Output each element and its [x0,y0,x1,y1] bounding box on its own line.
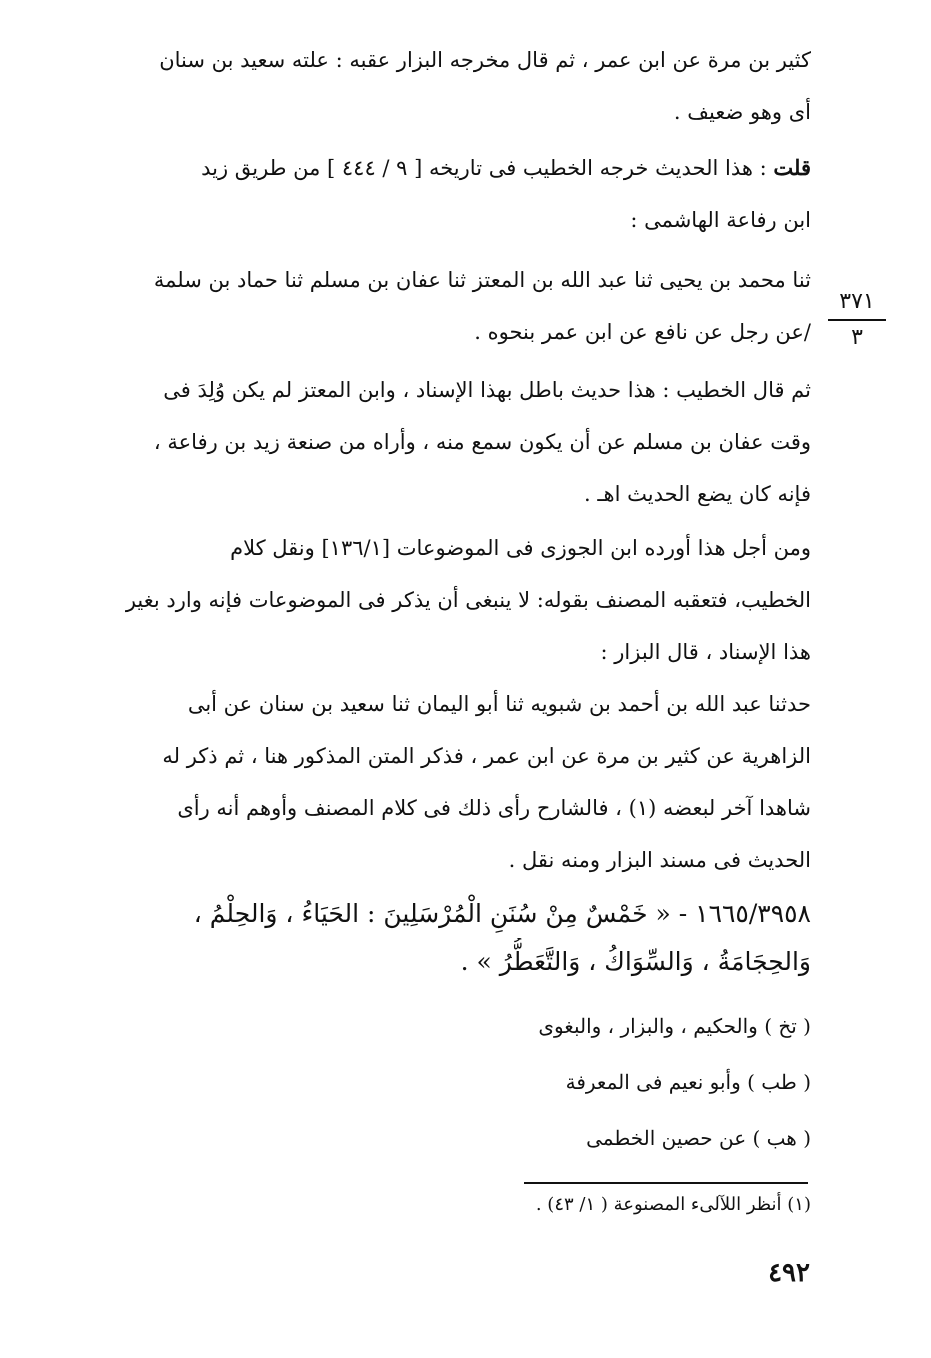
source-list [106,998,811,1166]
text-line: /عن رجل عن نافع عن ابن عمر بنحوه . [474,320,811,344]
paragraph-1 [106,34,811,138]
hadith-line: ١٦٦٥/٣٩٥٨ - « خَمْسٌ مِنْ سُنَنِ الْمُرْسَلِينَ : الحَيَاءُ ، وَالحِلْمُ ، [193,899,811,928]
margin-reference [828,288,886,352]
paragraph-5 [106,522,811,678]
text-line [106,142,811,194]
text-line: فإنه كان يضع الحديث اهـ . [584,482,811,506]
text-line: ابن رفاعة الهاشمى : [630,208,811,232]
paragraph-3 [106,254,811,358]
footnote-separator [524,1182,808,1184]
text-line: حدثنا عبد الله بن أحمد بن شبويه ثنا أبو اليمان ثنا سعيد بن سنان عن أبى [187,692,811,716]
paragraph-6 [106,678,811,886]
source-line: ( طب ) وأبو نعيم فى المعرفة [565,1070,811,1094]
margin-ref-top: ٣٧١ [839,289,875,314]
text-line: هذا الإسناد ، قال البزار : [600,640,811,664]
text-run: : هذا الحديث خرجه الخطيب فى تاريخه [ ٩ / ٤٤٤ ] من طريق زيد [201,156,774,180]
text-line: الحديث فى مسند البزار ومنه نقل . [508,848,811,872]
lead-word: قلت [773,155,811,180]
text-line: أى وهو ضعيف . [673,100,811,124]
text-line: ومن أجل هذا أورده ابن الجوزى فى الموضوعات [١٣٦/١] ونقل كلام [230,536,811,560]
text-line: الخطيب، فتعقبه المصنف بقوله: لا ينبغى أن يذكر فى الموضوعات فإنه وارد بغير [125,588,811,612]
hadith-line: وَالحِجَامَةُ ، وَالسِّوَاكُ ، وَالتَّعَطُّرُ » . [460,947,811,976]
source-line: ( هب ) عن حصين الخطمى [586,1126,811,1150]
margin-ref-divider [828,319,886,321]
text-line: ثم قال الخطيب : هذا حديث باطل بهذا الإسناد ، وابن المعتز لم يكن وُلِدَ فى [163,378,811,402]
text-line: شاهدا آخر لبعضه (١) ، فالشارح رأى ذلك فى كلام المصنف وأوهم أنه رأى [177,796,811,820]
paragraph-2 [106,142,811,246]
page-number: ٤٩٢ [768,1258,810,1288]
text-line: ثنا محمد بن يحيى ثنا عبد الله بن المعتز ثنا عفان بن مسلم ثنا حماد بن سلمة [153,268,811,292]
footnote: (١) أنظر اللآلىء المصنوعة ( ١/ ٤٣) . [535,1194,811,1215]
margin-ref-bottom: ٣ [851,325,863,350]
text-line: الزاهرية عن كثير بن مرة عن ابن عمر ، فذكر المتن المذكور هنا ، ثم ذكر له [162,744,811,768]
paragraph-4 [106,364,811,520]
source-line: ( تخ ) والحكيم ، والبزار ، والبغوى [538,1014,811,1038]
text-line: وقت عفان بن مسلم عن أن يكون سمع منه ، وأراه من صنعة زيد بن رفاعة ، [153,430,811,454]
hadith-text [106,890,811,986]
text-line: كثير بن مرة عن ابن عمر ، ثم قال مخرجه البزار عقبه : علته سعيد بن سنان [159,48,811,72]
